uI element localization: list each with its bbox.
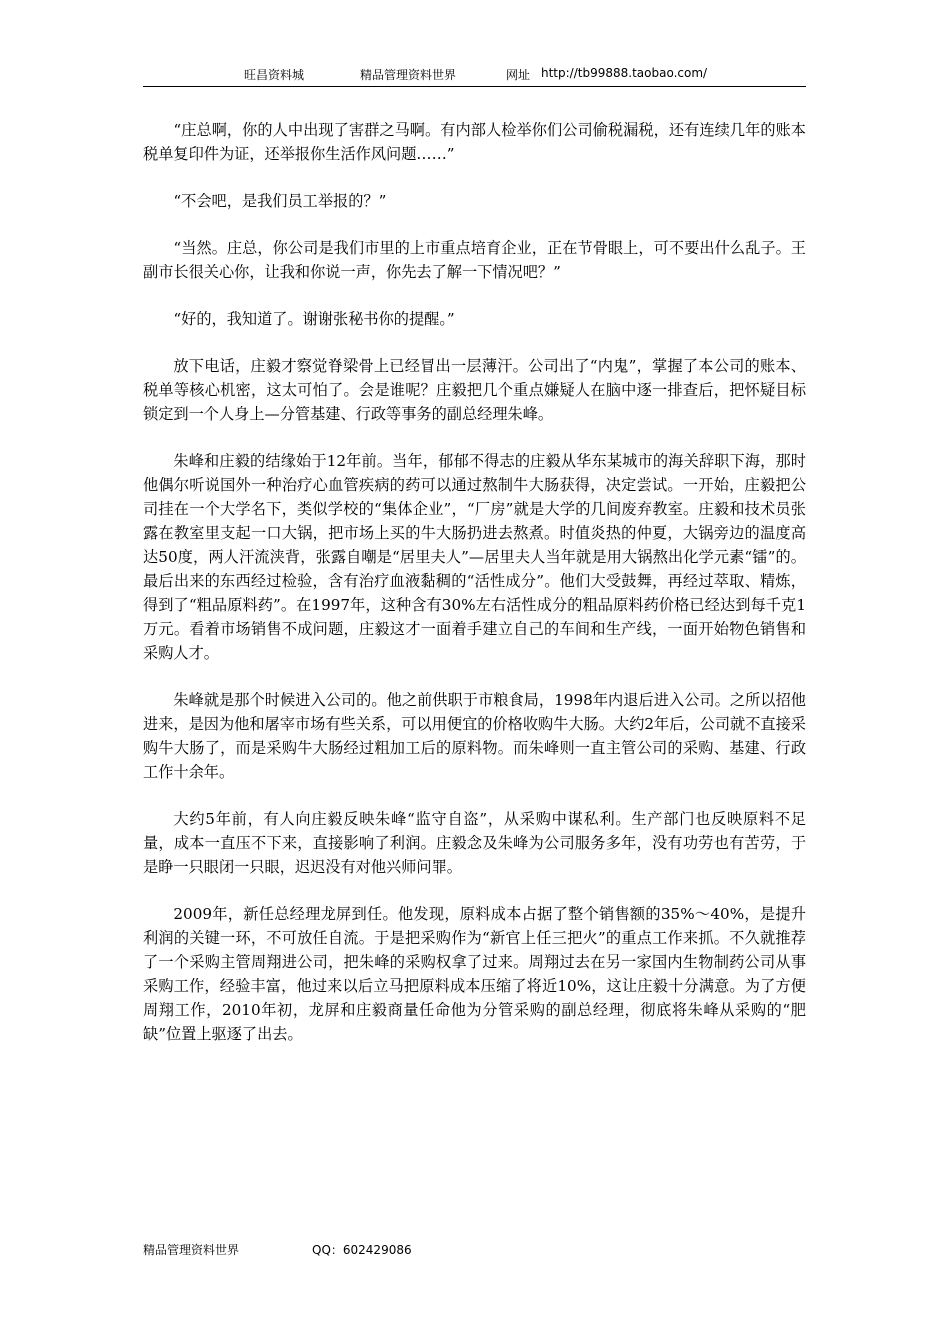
article-body: [143, 118, 806, 1069]
header-url-label: 网址: [506, 68, 531, 82]
header-url-link[interactable]: http://tb99888.taobao.com/: [541, 66, 708, 80]
header-world-name: 精品管理资料世界: [360, 68, 457, 82]
page-header: [143, 64, 806, 87]
page-footer: [143, 1241, 806, 1261]
paragraph: “不会吧，是我们员工举报的？”: [173, 192, 387, 210]
paragraph: “当然。庄总，你公司是我们市里的上市重点培育企业，正在节骨眼上，可不要出什么乱子。王副市长很关心你，让我和你说一声，你先去了解一下情况吧？”: [143, 239, 806, 281]
paragraph: 2009年，新任总经理龙屏到任。他发现，原料成本占据了整个销售额的35%～40%，是提升利润的关键一环，不可放任自流。于是把采购作为“新官上任三把火”的重点工作来抓。不久就推荐了一个采购主管周翔进公司，把朱峰的采购权拿了过来。周翔过去在另一家国内生物制药公司从事采购工作，经验丰富，他过来以后立马把原料成本压缩了将近10%，这让庄毅十分满意。为了方便周翔工作，2010年初，龙屏和庄毅商量任命他为分管采购的副总经理，彻底将朱峰从采购的“肥缺”位置上驱逐了出去。: [143, 905, 806, 1043]
paragraph: 朱峰和庄毅的结缘始于12年前。当年，郁郁不得志的庄毅从华东某城市的海关辞职下海，那时他偶尔听说国外一种治疗心血管疾病的药可以通过熬制牛大肠获得，决定尝试。一开始，庄毅把公司挂在一个大学名下，类似学校的“集体企业”，“厂房”就是大学的几间废弃教室。庄毅和技术员张露在教室里支起一口大锅，把市场上买的牛大肠扔进去熬煮。时值炎热的仲夏，大锅旁边的温度高达50度，两人汗流浃背，张露自嘲是“居里夫人”—居里夫人当年就是用大锅熬出化学元素“镭”的。最后出来的东西经过检验，含有治疗血液黏稠的“活性成分”。他们大受鼓舞，再经过萃取、精炼，得到了“粗品原料药”。在1997年，这种含有30%左右活性成分的粗品原料药价格已经达到每千克1万元。看着市场销售不成问题，庄毅这才一面着手建立自己的车间和生产线，一面开始物色销售和采购人才。: [143, 452, 806, 662]
footer-qq: QQ：602429086: [312, 1243, 412, 1257]
paragraph: “庄总啊，你的人中出现了害群之马啊。有内部人检举你们公司偷税漏税，还有连续几年的账本税单复印件为证，还举报你生活作风问题……”: [143, 121, 806, 163]
paragraph: 朱峰就是那个时候进入公司的。他之前供职于市粮食局，1998年内退后进入公司。之所以招他进来，是因为他和屠宰市场有些关系，可以用便宜的价格收购牛大肠。大约2年后，公司就不直接采购牛大肠了，而是采购牛大肠经过粗加工后的原料物。而朱峰则一直主管公司的采购、基建、行政工作十余年。: [143, 691, 806, 781]
header-site-name: 旺昌资料城: [244, 68, 305, 82]
footer-world-name: 精品管理资料世界: [143, 1243, 240, 1257]
paragraph: 大约5年前，有人向庄毅反映朱峰“监守自盗”，从采购中谋私利。生产部门也反映原料不足量，成本一直压不下来，直接影响了利润。庄毅念及朱峰为公司服务多年，没有功劳也有苦劳，于是睁一只眼闭一只眼，迟迟没有对他兴师问罪。: [143, 810, 806, 876]
paragraph: 放下电话，庄毅才察觉脊梁骨上已经冒出一层薄汗。公司出了“内鬼”，掌握了本公司的账本、税单等核心机密，这太可怕了。会是谁呢？庄毅把几个重点嫌疑人在脑中逐一排查后，把怀疑目标锁定到一个人身上—分管基建、行政等事务的副总经理朱峰。: [143, 357, 806, 423]
paragraph: “好的，我知道了。谢谢张秘书你的提醒。”: [173, 310, 455, 328]
